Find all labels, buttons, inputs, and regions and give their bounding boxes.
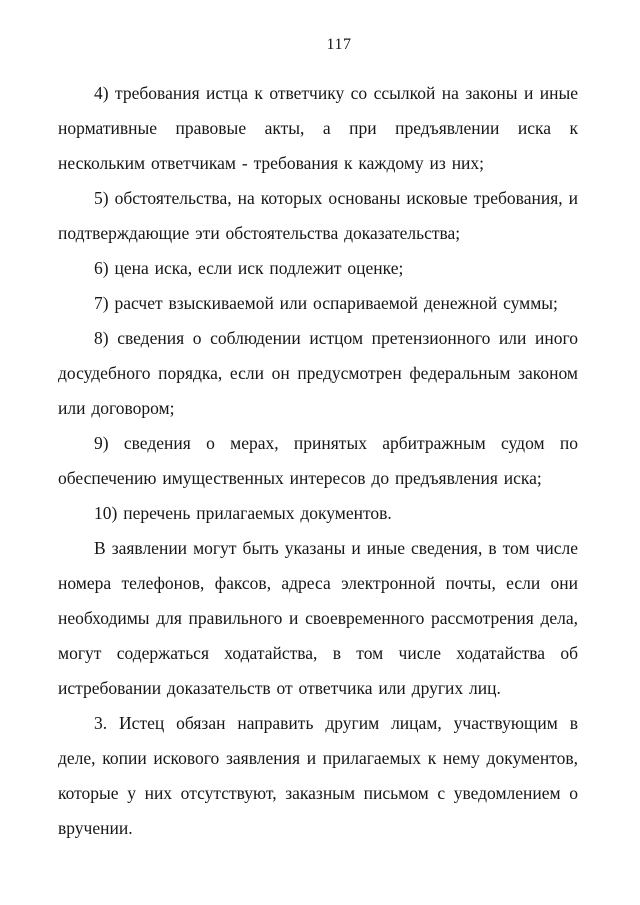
page-number: 117 [326,36,352,53]
paragraph-item-9: 9) сведения о мерах, принятых арбитражным судом по обеспечению имущественных интересов до предъявления иска; [58,433,578,488]
paragraph-item-8: 8) сведения о соблюдении истцом претензионного или иного досудебного порядка, если он предусмотрен федеральным законом или договором; [58,328,578,418]
paragraph-point-3: 3. Истец обязан направить другим лицам, участвующим в деле, копии искового заявления и прилагаемых к нему документов, которые у них отсутствуют, заказным письмом с уведомлением о вручении. [58,713,578,838]
paragraph-other-details: В заявлении могут быть указаны и иные сведения, в том числе номера телефонов, факсов, адреса электронной почты, если они необходимы для правильного и своевременного рассмотрения дела, могут содержаться ходатайства, в том числе ходатайства об истребовании доказательств от ответчика или других лиц. [58,538,578,698]
paragraph-item-10: 10) перечень прилагаемых документов. [94,503,392,523]
document-body [58,76,578,846]
paragraph-item-5: 5) обстоятельства, на которых основаны исковые требования, и подтверждающие эти обстоятельства доказательства; [58,188,578,243]
paragraph-item-6: 6) цена иска, если иск подлежит оценке; [94,258,404,278]
paragraph-item-7: 7) расчет взыскиваемой или оспариваемой денежной суммы; [94,293,558,313]
paragraph-item-4: 4) требования истца к ответчику со ссылкой на законы и иные нормативные правовые акты, а при предъявлении иска к нескольким ответчикам - требования к каждому из них; [58,83,578,173]
